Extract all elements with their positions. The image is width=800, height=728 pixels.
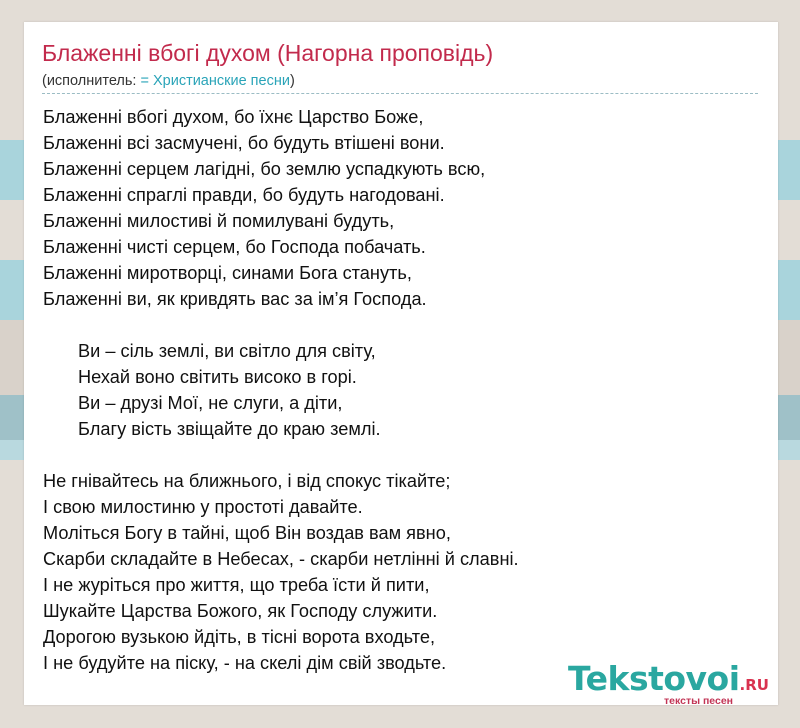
lyrics-line: І не будуйте на піску, - на скелі дім свій зводьте.: [43, 653, 447, 673]
chorus-line: Ви – друзі Мої, не слуги, а діти,: [78, 393, 343, 413]
chorus-line: Нехай воно світить високо в горі.: [78, 367, 357, 387]
lyrics-line: І не журіться про життя, що треба їсти й пити,: [43, 575, 430, 595]
lyrics-line: Моліться Богу в тайні, щоб Він воздав вам явно,: [43, 523, 451, 543]
title-divider: [42, 93, 758, 94]
lyrics-line: Блаженні спраглі правди, бо будуть нагодовані.: [43, 185, 445, 205]
lyrics-line: Блаженні всі засмучені, бо будуть втішені вони.: [43, 133, 445, 153]
stanza-gap: [43, 312, 519, 338]
lyrics-line: Блаженні ви, як кривдять вас за ім’я Господа.: [43, 289, 427, 309]
logo-main-text: Tekstovoi: [568, 659, 740, 698]
chorus-line: Ви – сіль землі, ви світло для світу,: [78, 341, 376, 361]
lyrics-line: Блаженні вбогі духом, бо їхнє Царство Боже,: [43, 107, 424, 127]
meta-suffix: ): [289, 73, 295, 89]
lyrics-line: Блаженні чисті серцем, бо Господа побачать.: [43, 237, 426, 257]
song-meta: [42, 73, 295, 89]
artist-link[interactable]: = Христианские песни: [140, 73, 290, 89]
stanza-gap: [43, 442, 519, 468]
chorus-line: Благу вість звіщайте до краю землі.: [78, 419, 381, 439]
meta-prefix: (исполнитель:: [42, 73, 141, 89]
lyrics-line: Блаженні милостиві й помилувані будуть,: [43, 211, 395, 231]
lyrics-line: Не гнівайтесь на ближнього, і від спокус тікайте;: [43, 471, 451, 491]
lyrics-line: І свою милостиню у простоті давайте.: [43, 497, 363, 517]
lyrics-line: Блаженні миротворці, синами Бога стануть,: [43, 263, 412, 283]
lyrics-line: Дорогою вузькою йдіть, в тісні ворота входьте,: [43, 627, 436, 647]
site-logo[interactable]: [568, 661, 778, 705]
song-title: Блаженні вбогі духом (Нагорна проповідь): [42, 40, 494, 66]
lyrics-line: Скарби складайте в Небесах, - скарби нетлінні й славні.: [43, 549, 519, 569]
lyrics-card: [24, 22, 778, 705]
lyrics-line: Шукайте Царства Божого, як Господу служити.: [43, 601, 438, 621]
lyrics-text: [43, 104, 519, 676]
logo-tagline: тексты песен: [664, 695, 734, 707]
logo-tld: .RU: [739, 676, 769, 694]
lyrics-line: Блаженні серцем лагідні, бо землю успадкують всю,: [43, 159, 486, 179]
